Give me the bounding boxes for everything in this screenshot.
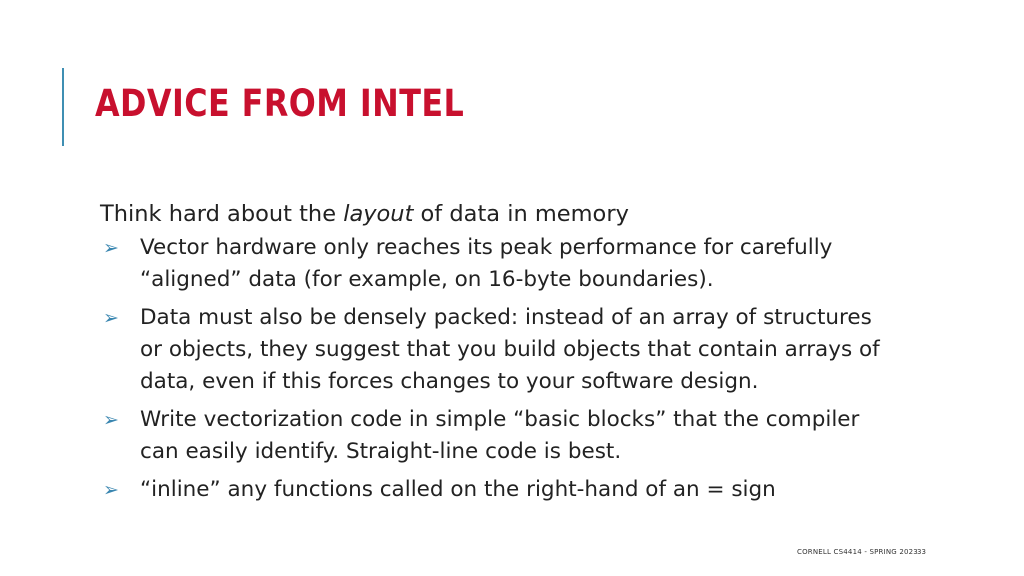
- lead-text-before: Think hard about the: [100, 201, 344, 227]
- arrow-bullet-icon: ➢: [103, 307, 119, 329]
- bullet-text: Write vectorization code in simple “basic blocks” that the compiler can easily identify. Straight-line code is best.: [140, 407, 860, 464]
- slide-content: [100, 196, 980, 512]
- list-item: [100, 302, 980, 398]
- arrow-bullet-icon: ➢: [103, 479, 119, 501]
- bullet-text: Vector hardware only reaches its peak performance for carefully “aligned” data (for example, on 16-byte boundaries).: [140, 235, 833, 292]
- bullet-text: Data must also be densely packed: instead of an array of structures or objects, they suggest that you build objects that contain arrays of data, even if this forces changes to your software design.: [140, 305, 880, 394]
- arrow-bullet-icon: ➢: [103, 237, 119, 259]
- slide-title: ADVICE FROM INTEL: [95, 82, 465, 125]
- slide-footer: CORNELL CS4414 - SPRING 2023: [797, 548, 918, 556]
- bullet-text: “inline” any functions called on the right-hand of an = sign: [140, 477, 776, 502]
- bullet-list: [100, 232, 980, 506]
- list-item: [100, 232, 980, 296]
- arrow-bullet-icon: ➢: [103, 409, 119, 431]
- title-accent-line: [62, 68, 64, 146]
- lead-text-after: of data in memory: [413, 201, 629, 227]
- lead-text-emphasis: layout: [343, 201, 414, 227]
- page-number: 33: [917, 548, 926, 556]
- lead-text: [100, 196, 980, 232]
- list-item: [100, 474, 980, 506]
- list-item: [100, 404, 980, 468]
